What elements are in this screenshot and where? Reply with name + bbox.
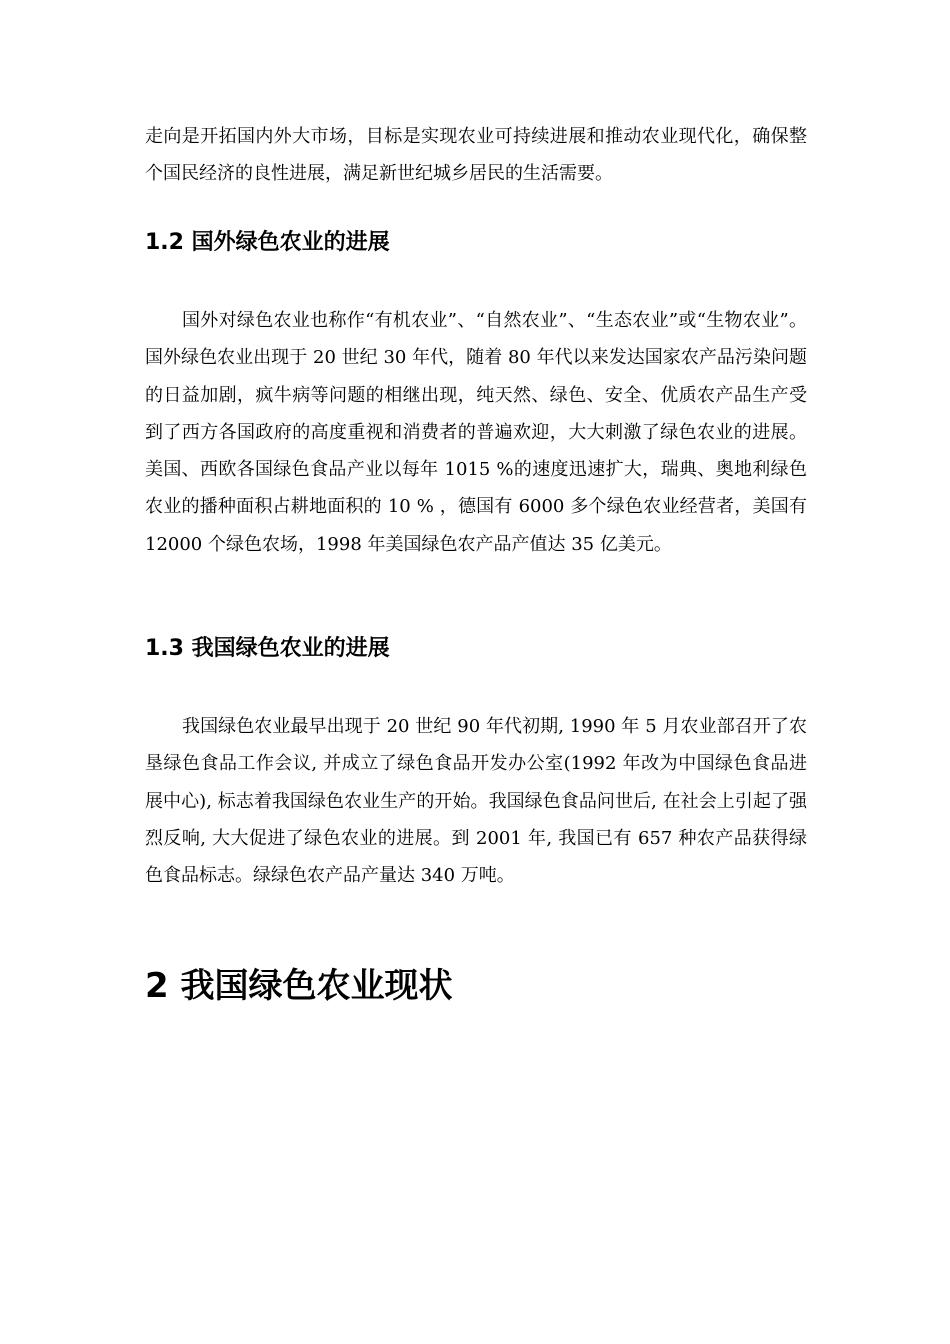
section-1-3-paragraph: 我国绿色农业最早出现于 20 世纪 90 年代初期, 1990 年 5 月农业部召开了农垦绿色食品工作会议, 并成立了绿色食品开发办公室(1992 年改为中国绿色食品进展中心), 标志着我国绿色农业生产的开始。我国绿色食品问世后, 在社会上引起了强烈反响, 大大促进了绿色农业的进展。到 2001 年, 我国已有 657 种农产品获得绿色食品标志。绿绿色农产品产量达 340 万吨。 — [145, 716, 807, 887]
chapter-heading-2: 2 我国绿色农业现状 — [145, 966, 453, 1006]
section-heading-1-2: 1.2 国外绿色农业的进展 — [145, 230, 390, 255]
section-heading-1-3: 1.3 我国绿色农业的进展 — [145, 636, 390, 661]
section-1-2-paragraph: 国外对绿色农业也称作“有机农业”、“自然农业”、“生态农业”或“生物农业”。国外绿色农业出现于 20 世纪 30 年代，随着 80 年代以来发达国家农产品污染问题的日益加剧，疯牛病等问题的相继出现，纯天然、绿色、安全、优质农产品生产受到了西方各国政府的高度重视和消费者的普遍欢迎，大大刺激了绿色农业的进展。美国、西欧各国绿色食品产业以每年 1015 %的速度迅速扩大，瑞典、奥地利绿色农业的播种面积占耕地面积的 10 % ，德国有 6000 多个绿色农业经营者，美国有 12000 个绿色农场，1998 年美国绿色农产品产值达 35 亿美元。 — [145, 310, 807, 555]
intro-paragraph: 走向是开拓国内外大市场，目标是实现农业可持续进展和推动农业现代化，确保整个国民经济的良性进展，满足新世纪城乡居民的生活需要。 — [145, 126, 807, 185]
